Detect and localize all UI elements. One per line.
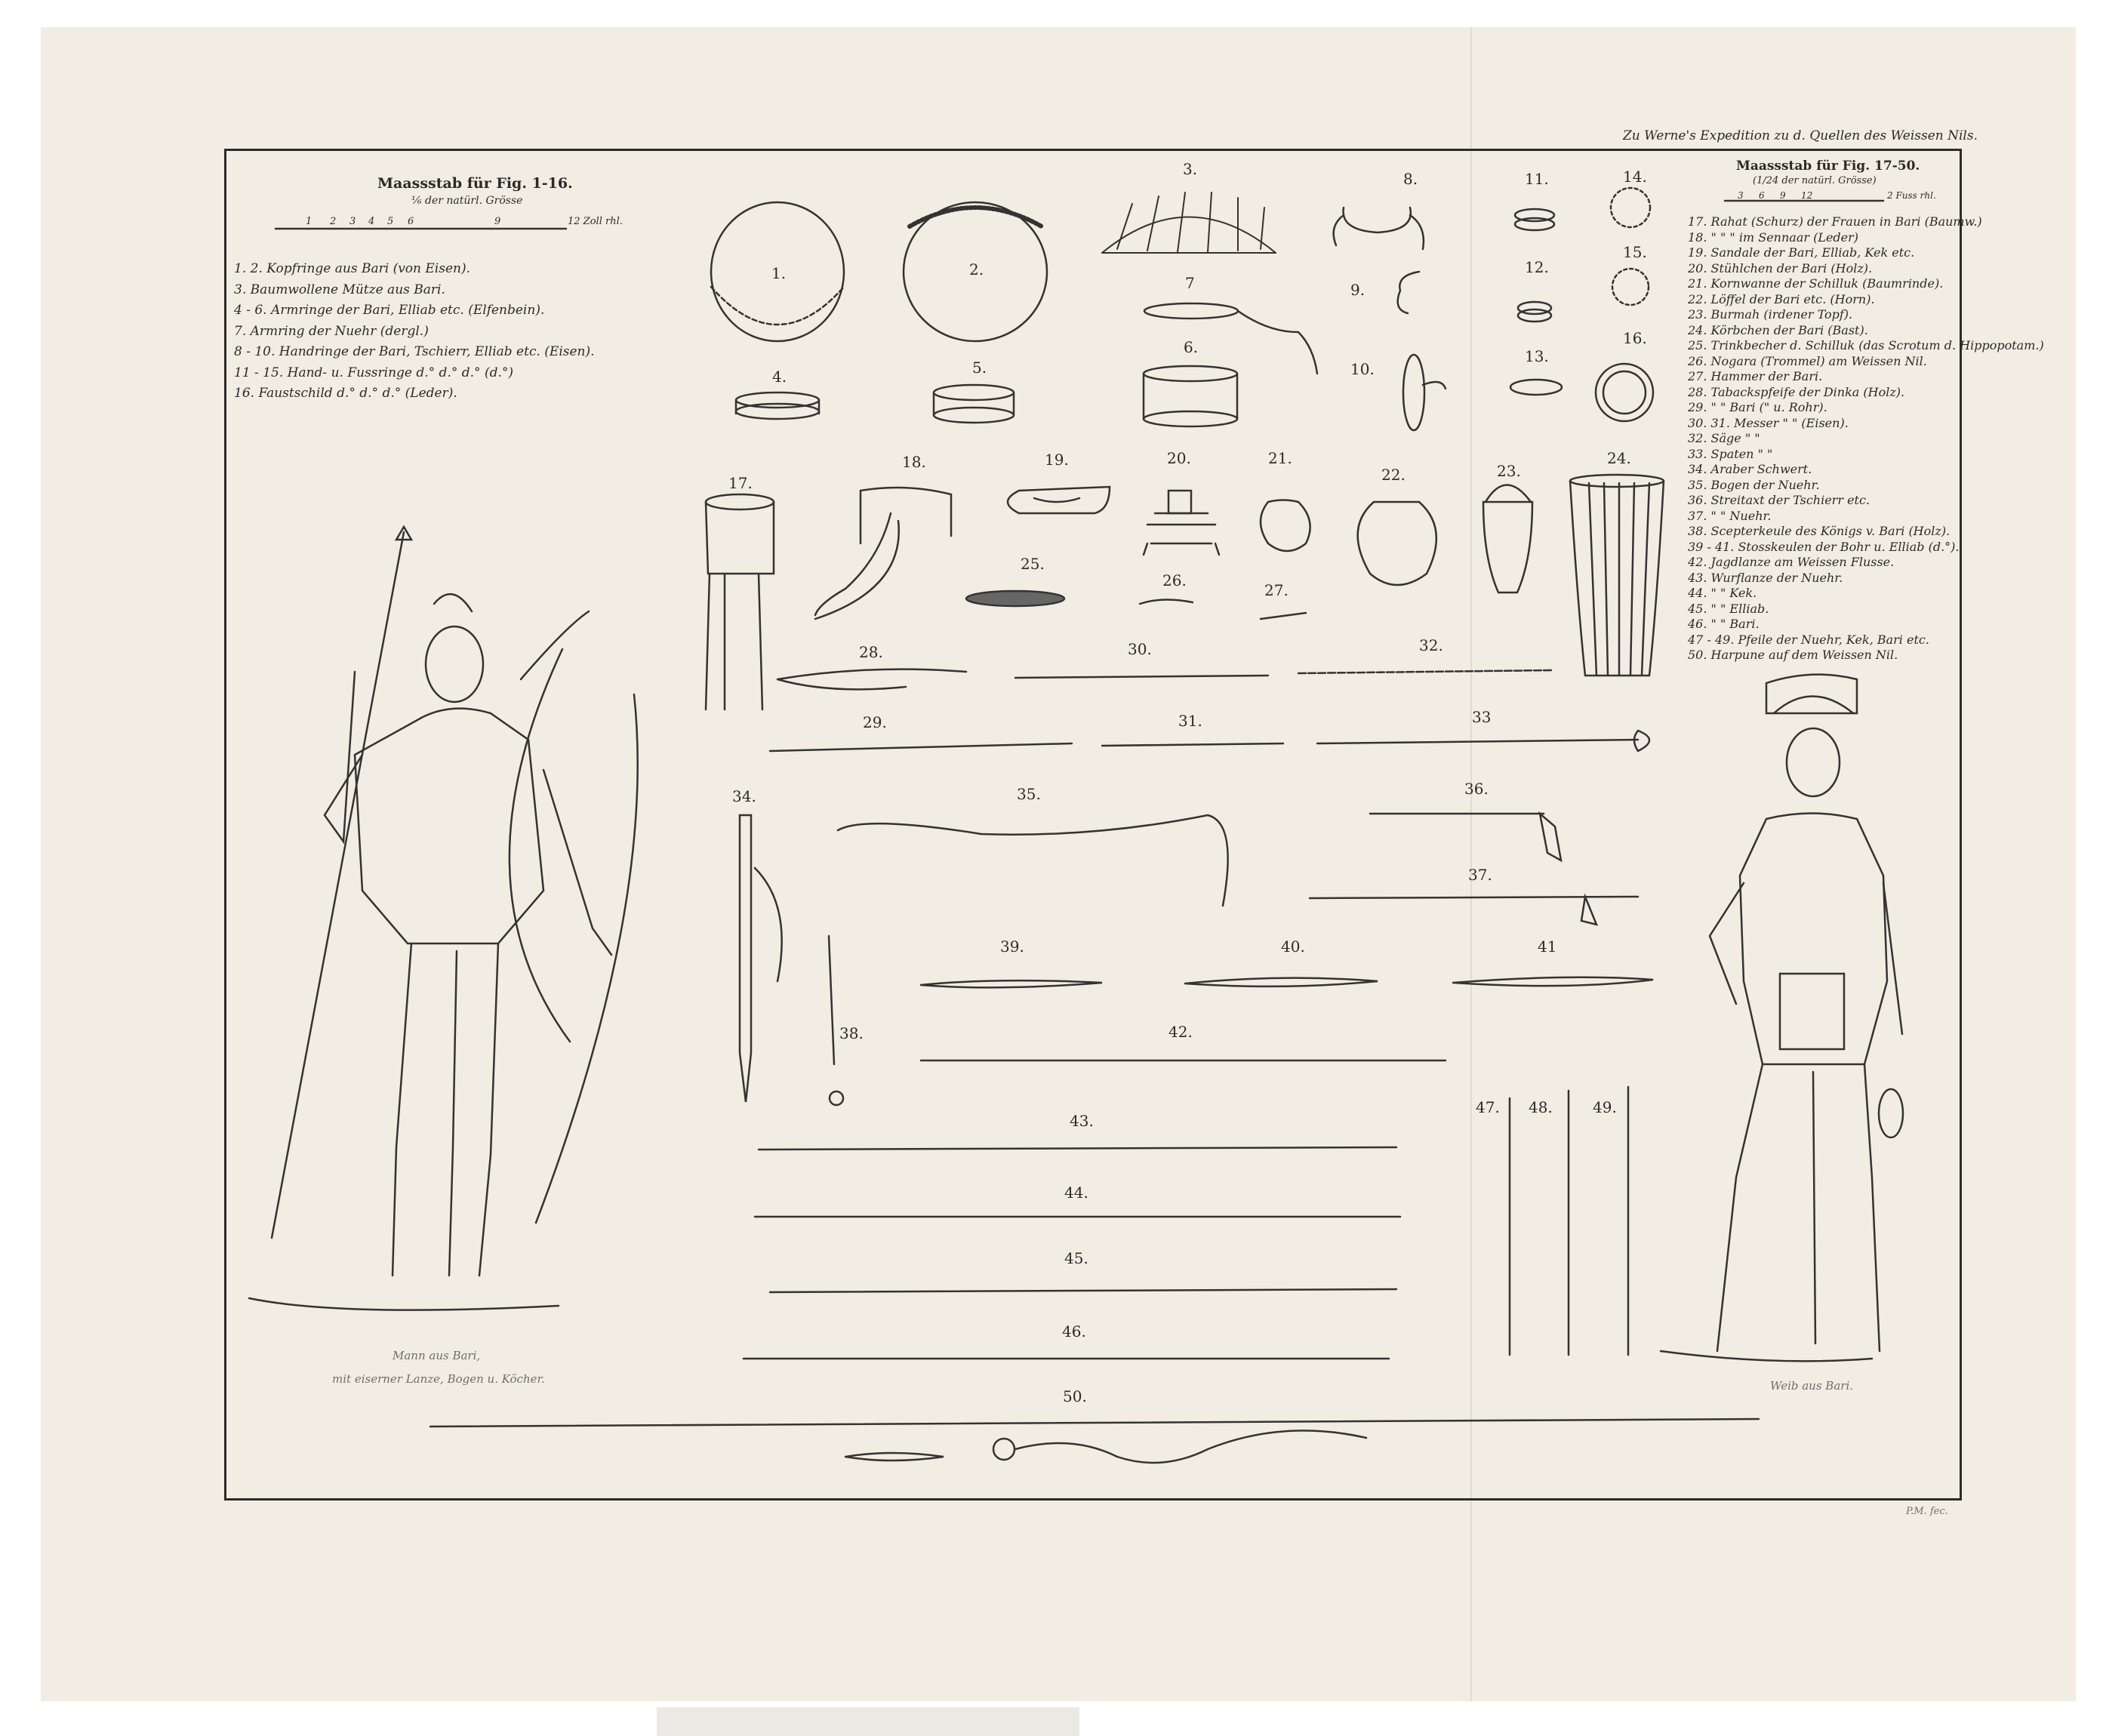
fig-num: 12.: [1525, 258, 1549, 276]
right-scale-subtitle: (1/24 der natürl. Grösse): [1753, 175, 1877, 186]
stool-20: [1144, 491, 1219, 555]
fig-num: 24.: [1607, 449, 1631, 467]
right-legend-item: 32. Säge " ": [1688, 431, 1760, 445]
club-39: [921, 980, 1102, 987]
fig-num: 27.: [1264, 581, 1289, 599]
fig-num: 43.: [1070, 1112, 1094, 1130]
fig-num: 11.: [1525, 170, 1549, 188]
right-legend-item: 29. " " Bari (" u. Rohr).: [1688, 400, 1827, 414]
left-scale-tick: 5: [387, 216, 394, 227]
fig-num: 25.: [1021, 555, 1045, 573]
right-scale-title: Maassstab für Fig. 17-50.: [1736, 159, 1920, 174]
woman-figure: [1661, 675, 1903, 1362]
fig-num: 40.: [1281, 937, 1305, 956]
right-legend-item: 36. Streitaxt der Tschierr etc.: [1688, 493, 1870, 507]
right-legend-item: 23. Burmah (irdener Topf).: [1688, 307, 1853, 322]
fig-num: 9.: [1350, 281, 1366, 299]
right-legend-item: 26. Nogara (Trommel) am Weissen Nil.: [1688, 353, 1927, 368]
right-legend-item: 46. " " Bari.: [1688, 617, 1760, 631]
right-legend-item: 22. Löffel der Bari etc. (Horn).: [1688, 291, 1875, 306]
right-scale-tick: 3: [1738, 190, 1744, 201]
right-legend-item: 45. " " Elliab.: [1688, 601, 1769, 616]
battle-axe-37: [1310, 897, 1638, 925]
left-legend-item: 7. Armring der Nuehr (dergl.): [234, 323, 429, 339]
club-41: [1453, 977, 1653, 986]
fig-num: 22.: [1381, 466, 1406, 484]
left-scale-tick: 9: [494, 216, 501, 227]
fig-num: 32.: [1419, 636, 1443, 654]
right-legend-item: 38. Scepterkeule des Königs v. Bari (Holz).: [1688, 524, 1951, 538]
right-legend-item: 39 - 41. Stosskeulen der Bohr u. Elliab (d.°).: [1688, 539, 1960, 554]
fig-num: 16.: [1623, 329, 1647, 347]
fig-num: 44.: [1064, 1183, 1088, 1202]
fig-num: 21.: [1268, 449, 1292, 467]
fig-num: 31.: [1178, 712, 1202, 730]
arm-ring-7: [1144, 303, 1317, 374]
left-legend-item: 1. 2. Kopfringe aus Bari (von Eisen).: [234, 261, 471, 276]
left-legend-item: 4 - 6. Armringe der Bari, Elliab etc. (Elfenbein).: [234, 303, 545, 318]
right-legend-item: 42. Jagdlanze am Weissen Flusse.: [1688, 555, 1895, 569]
arm-ring-5: [934, 385, 1014, 423]
fig-num: 34.: [732, 787, 756, 805]
man-figure: [249, 527, 638, 1310]
spear-45: [770, 1289, 1396, 1292]
left-legend-item: 8 - 10. Handringe der Bari, Tschierr, Elliab etc. (Eisen).: [234, 344, 595, 359]
left-scale-tick: 6: [408, 216, 414, 227]
caption-man-line2: mit eiserner Lanze, Bogen u. Köcher.: [332, 1372, 545, 1386]
right-legend-item: 28. Tabackspfeife der Dinka (Holz).: [1688, 384, 1905, 399]
fig-num: 7: [1185, 274, 1195, 292]
left-legend-item: 3. Baumwollene Mütze aus Bari.: [234, 282, 445, 297]
left-scale-tick: 12 Zoll rhl.: [568, 216, 623, 227]
plate-header: Zu Werne's Expedition zu d. Quellen des Weissen Nils.: [1623, 128, 1978, 143]
left-scale-tick: 3: [349, 216, 356, 227]
right-legend-item: 34. Araber Schwert.: [1688, 462, 1812, 476]
right-legend-item: 50. Harpune auf dem Weissen Nil.: [1688, 648, 1898, 662]
right-legend-item: 17. Rahat (Schurz) der Frauen in Bari (Baumw.): [1688, 214, 1982, 229]
arm-ring-4: [736, 392, 819, 419]
pot-23: [1261, 500, 1310, 552]
hand-ring-8: [1334, 208, 1424, 249]
fig-num: 38.: [839, 1024, 864, 1042]
fig-num: 39.: [1000, 937, 1024, 956]
fig-num: 36.: [1464, 780, 1489, 798]
hand-ring-10: [1403, 355, 1446, 430]
fig-num: 15.: [1623, 243, 1647, 261]
fig-num: 18.: [902, 453, 926, 471]
basket-24: [1358, 502, 1436, 585]
fig-num: 8.: [1403, 170, 1418, 188]
left-scale-tick: 4: [368, 216, 375, 227]
right-legend-item: 47 - 49. Pfeile der Nuehr, Kek, Bari etc.: [1688, 632, 1929, 647]
pipe-28: [777, 669, 966, 690]
cotton-cap: [1102, 192, 1276, 253]
fig-num: 14.: [1623, 168, 1647, 186]
fig-num: 45.: [1064, 1249, 1088, 1267]
right-legend-item: 44. " " Kek.: [1688, 586, 1757, 600]
fig-num: 4.: [772, 368, 787, 386]
fig-num: 46.: [1062, 1322, 1086, 1340]
sceptre-club-38: [829, 936, 843, 1105]
right-legend-item: 30. 31. Messer " " (Eisen).: [1688, 415, 1849, 430]
fig-num: 37.: [1468, 866, 1492, 884]
hammer-27: [1261, 613, 1306, 619]
bow-35: [838, 815, 1228, 906]
winnowing-tray-21: [966, 591, 1064, 606]
fig-num: 47.: [1476, 1098, 1500, 1116]
drum-26: [1570, 475, 1664, 676]
right-legend-item: 43. Wurflanze der Nuehr.: [1688, 570, 1843, 585]
right-legend-item: 24. Körbchen der Bari (Bast).: [1688, 322, 1868, 337]
right-legend-item: 21. Kornwanne der Schilluk (Baumrinde).: [1688, 276, 1944, 291]
apron-17: [706, 494, 774, 709]
drinking-cup-25: [1483, 485, 1532, 593]
saw-32: [1298, 670, 1551, 673]
right-legend-item: 37. " " Nuehr.: [1688, 508, 1772, 523]
fig-num: 48.: [1529, 1098, 1553, 1116]
fig-num: 41: [1538, 937, 1557, 956]
apron-18: [815, 488, 951, 619]
knife-31: [1102, 743, 1283, 746]
fig-num: 23.: [1497, 462, 1521, 480]
left-scale-tick: 1: [306, 216, 313, 227]
right-scale-tick: 2 Fuss rhl.: [1887, 190, 1936, 201]
right-legend-item: 27. Hammer der Bari.: [1688, 369, 1823, 383]
fig-num: 33: [1472, 708, 1492, 726]
engraver-signature: P.M. fec.: [1906, 1506, 1948, 1517]
right-legend-item: 25. Trinkbecher d. Schilluk (das Scrotum d. Hippopotam.): [1688, 338, 2044, 352]
harpoon-50: [430, 1419, 1759, 1463]
fig-num: 19.: [1045, 451, 1069, 469]
fig-num: 26.: [1162, 571, 1187, 589]
fig-num: 17.: [728, 474, 753, 492]
right-legend-item: 18. " " " im Sennaar (Leder): [1688, 229, 1859, 245]
fig-num: 50.: [1063, 1387, 1087, 1405]
spear-43: [759, 1147, 1396, 1150]
fig-num: 28.: [859, 643, 883, 661]
pipe-29: [770, 743, 1072, 751]
left-legend-item: 11 - 15. Hand- u. Fussringe d.° d.° d.° (d.°): [234, 365, 513, 380]
fig-num: 35.: [1017, 785, 1041, 803]
rings-11-13: [1510, 209, 1562, 395]
fig-num: 29.: [863, 713, 887, 731]
battle-axe-36: [1370, 814, 1561, 860]
fig-num: 10.: [1350, 360, 1375, 378]
right-legend-item: 20. Stühlchen der Bari (Holz).: [1688, 260, 1873, 275]
sword-34: [740, 815, 782, 1102]
fig-num: 1.: [771, 264, 787, 282]
fig-num: 42.: [1168, 1023, 1193, 1041]
hand-ring-9: [1398, 272, 1419, 313]
fig-num: 2.: [969, 260, 984, 279]
fig-num: 20.: [1167, 449, 1191, 467]
club-40: [1185, 978, 1378, 987]
right-scale-tick: 12: [1801, 190, 1813, 201]
arm-ring-6: [1144, 366, 1237, 426]
fig-num: 5.: [972, 359, 987, 377]
fig-num: 30.: [1128, 640, 1152, 658]
right-scale-tick: 9: [1780, 190, 1786, 201]
left-legend-item: 16. Faustschild d.° d.° d.° (Leder).: [234, 386, 457, 401]
right-legend-item: 33. Spaten " ": [1688, 446, 1773, 461]
fig-num: 6.: [1184, 338, 1199, 356]
caption-man-line1: Mann aus Bari,: [393, 1349, 481, 1362]
right-legend-item: 35. Bogen der Nuehr.: [1688, 477, 1820, 492]
left-scale-subtitle: ⅙ der natürl. Grösse: [411, 195, 523, 207]
right-legend-item: 19. Sandale der Bari, Elliab, Kek etc.: [1688, 245, 1915, 260]
spoon-22: [1140, 599, 1193, 604]
fig-num: 49.: [1593, 1098, 1617, 1116]
fig-num: 13.: [1525, 347, 1549, 365]
fig-num: 3.: [1183, 160, 1198, 178]
spade-33: [1317, 731, 1649, 751]
right-scale-tick: 6: [1759, 190, 1765, 201]
sandal-19: [1008, 487, 1110, 513]
knife-30: [1015, 676, 1268, 678]
caption-woman: Weib aus Bari.: [1770, 1379, 1854, 1393]
left-scale-title: Maassstab für Fig. 1-16.: [377, 175, 573, 192]
fist-shield-16: [1596, 364, 1653, 421]
left-scale-tick: 2: [330, 216, 337, 227]
